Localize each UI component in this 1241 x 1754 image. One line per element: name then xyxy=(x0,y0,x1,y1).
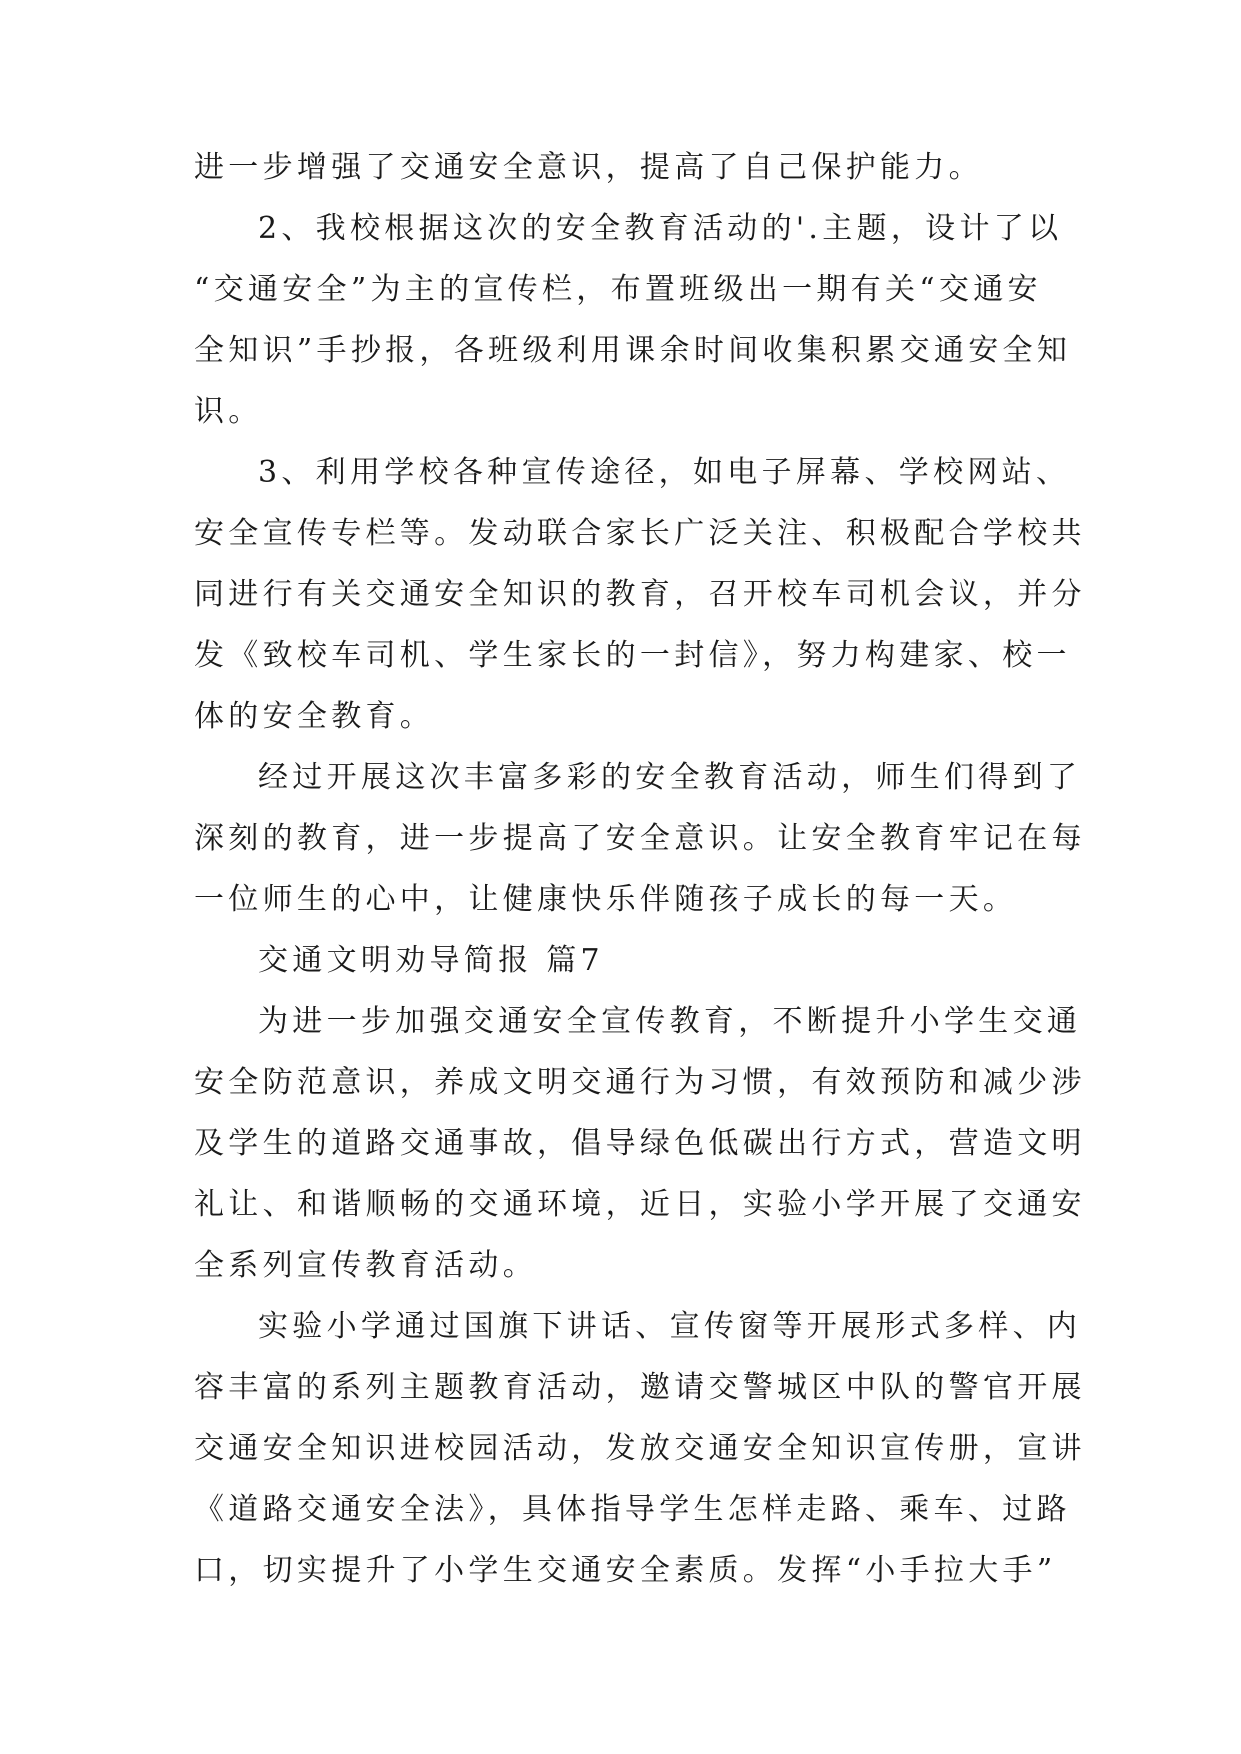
text-line: 一位师生的心中，让健康快乐伴随孩子成长的每一天。 xyxy=(194,882,1018,917)
text-line: 礼让、和谐顺畅的交通环境，近日，实验小学开展了交通安 xyxy=(194,1187,1086,1222)
text-line: 全知识”手抄报，各班级利用课余时间收集积累交通安全知 xyxy=(194,333,1072,368)
text-line: 识。 xyxy=(194,394,263,429)
text-line: 发《致校车司机、学生家长的一封信》，努力构建家、校一 xyxy=(194,638,1071,673)
paragraph-start: 经过开展这次丰富多彩的安全教育活动，师生们得到了 xyxy=(258,760,1082,795)
text-line: “交通安全”为主的宣传栏，布置班级出一期有关“交通安 xyxy=(194,272,1042,307)
text-line: 《道路交通安全法》，具体指导学生怎样走路、乘车、过路 xyxy=(194,1492,1071,1527)
text-line: 深刻的教育，进一步提高了安全意识。让安全教育牢记在每 xyxy=(194,821,1086,856)
section-heading: 交通文明劝导简报 篇7 xyxy=(258,943,604,978)
text-line: 安全防范意识，养成文明交通行为习惯，有效预防和减少涉 xyxy=(194,1065,1086,1100)
text-line: 容丰富的系列主题教育活动，邀请交警城区中队的警官开展 xyxy=(194,1370,1086,1405)
text-line: 进一步增强了交通安全意识，提高了自己保护能力。 xyxy=(194,150,983,185)
text-line: 同进行有关交通安全知识的教育，召开校车司机会议，并分 xyxy=(194,577,1086,612)
paragraph-start: 3、利用学校各种宣传途径，如电子屏幕、学校网站、 xyxy=(258,455,1071,490)
text-line: 及学生的道路交通事故，倡导绿色低碳出行方式，营造文明 xyxy=(194,1126,1086,1161)
text-line: 交通安全知识进校园活动，发放交通安全知识宣传册，宣讲 xyxy=(194,1431,1086,1466)
text-line: 全系列宣传教育活动。 xyxy=(194,1248,537,1283)
text-line: 安全宣传专栏等。发动联合家长广泛关注、积极配合学校共 xyxy=(194,516,1086,551)
paragraph-start: 2、我校根据这次的安全教育活动的'.主题，设计了以 xyxy=(258,211,1063,246)
paragraph-start: 实验小学通过国旗下讲话、宣传窗等开展形式多样、内 xyxy=(258,1309,1082,1344)
paragraph-start: 为进一步加强交通安全宣传教育，不断提升小学生交通 xyxy=(258,1004,1082,1039)
text-line: 口，切实提升了小学生交通安全素质。发挥“小手拉大手” xyxy=(194,1553,1057,1588)
text-line: 体的安全教育。 xyxy=(194,699,435,734)
